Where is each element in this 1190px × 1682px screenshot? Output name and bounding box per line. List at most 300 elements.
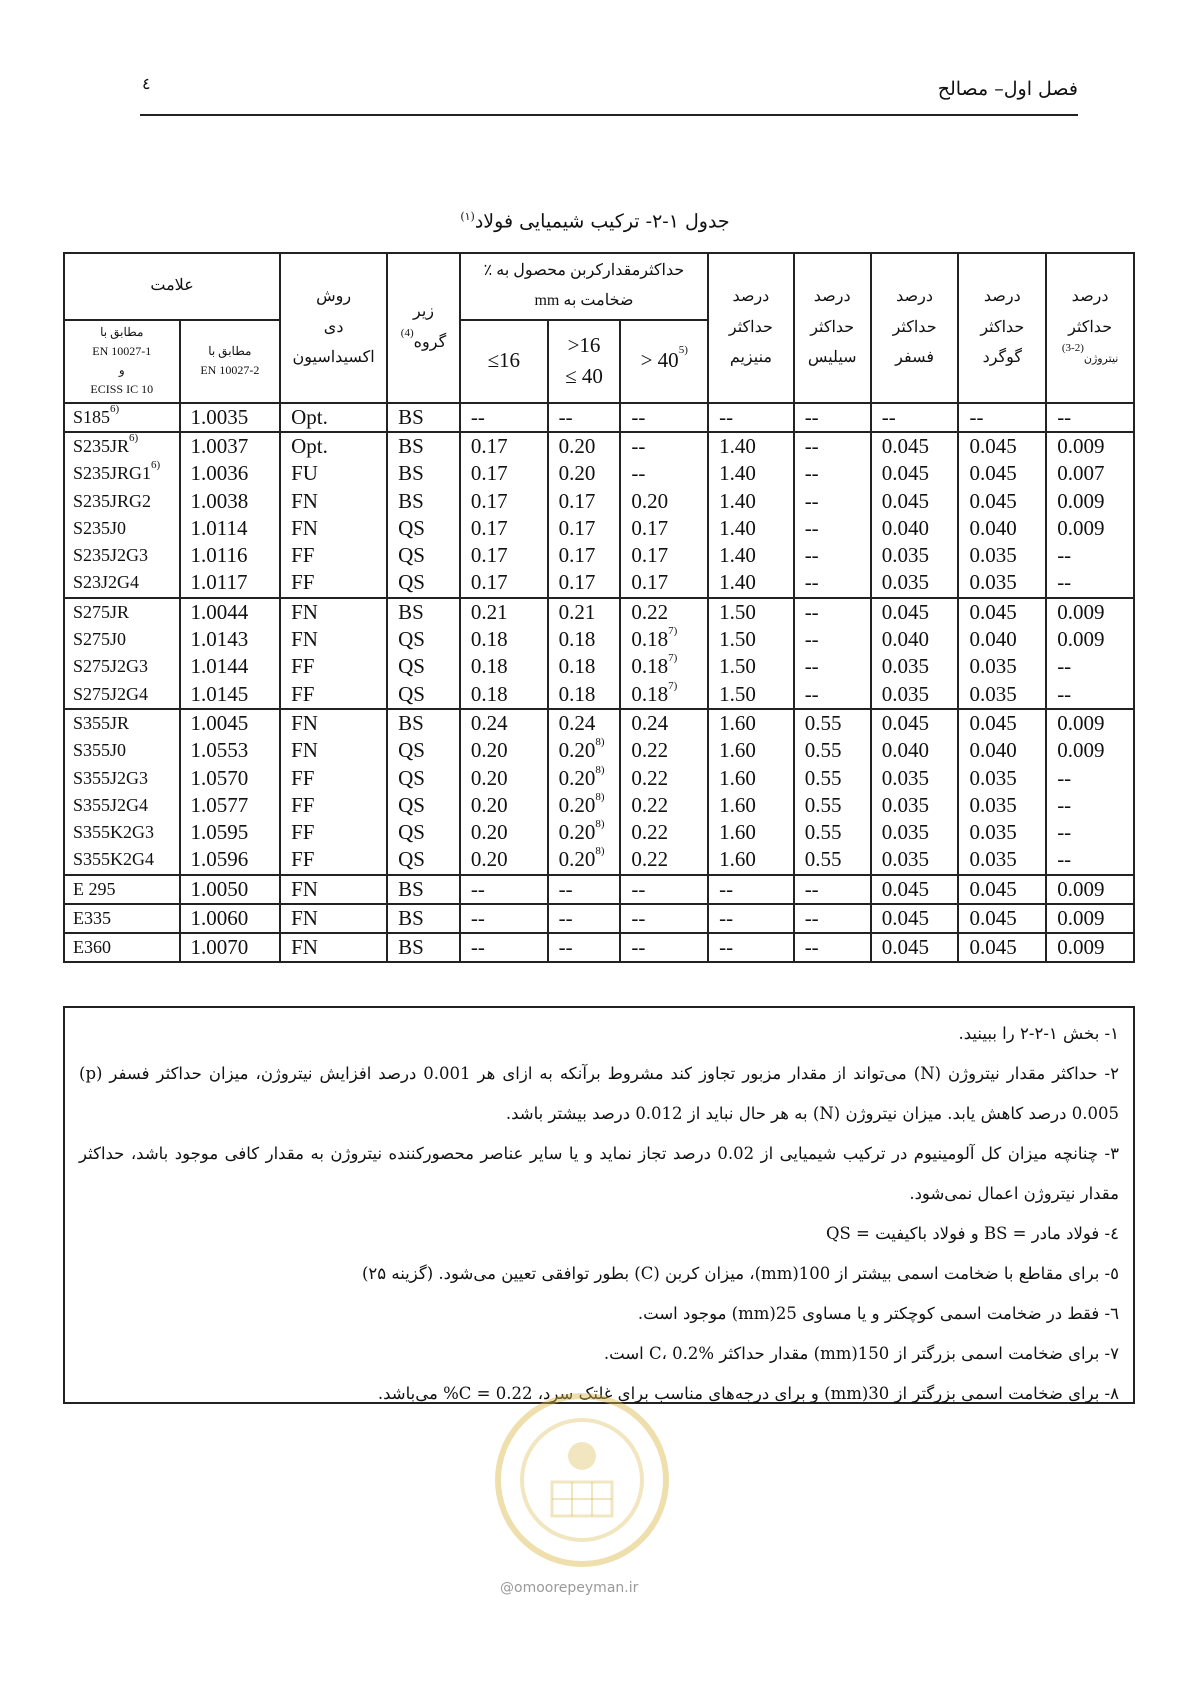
cell-grade: S355K2G4 xyxy=(64,846,180,874)
cell-subgroup: QS xyxy=(387,737,460,764)
cell-subgroup: QS xyxy=(387,515,460,542)
cell-deox: FF xyxy=(280,542,387,569)
cell-deox: FF xyxy=(280,681,387,709)
cell-grade: S235JRG2 xyxy=(64,487,180,514)
cell-deox: FN xyxy=(280,487,387,514)
cell-deox: FF xyxy=(280,819,387,846)
footnote-2: ۲- حداکثر مقدار نیتروژن (N) می‌تواند از مقدار مزبور تجاوز کند مشروط برآنکه به ازای هر 0.001 درصد افزایش نیتروژن، میزان حداکثر فسفر (p) 0.005 درصد کاهش یابد. میزان نیتروژن (N) به هر حال نباید از 0.012 درصد بیشتر باشد. xyxy=(79,1064,1119,1123)
header-en10027-1: مطابق با EN 10027-1 و ECISS IC 10 xyxy=(64,320,180,403)
cell-n: -- xyxy=(1046,846,1134,874)
header-deoxidation: روش دی اکسیداسیون xyxy=(280,253,387,403)
cell-c3: 0.22 xyxy=(620,598,708,626)
cell-si: -- xyxy=(794,681,871,709)
cell-mn: 1.40 xyxy=(708,487,794,514)
cell-mn: 1.60 xyxy=(708,792,794,819)
cell-mn: 1.50 xyxy=(708,653,794,680)
cell-p: 0.045 xyxy=(871,933,959,962)
cell-subgroup: QS xyxy=(387,792,460,819)
table-row xyxy=(64,875,1134,904)
cell-c3: 0.17 xyxy=(620,515,708,542)
table-row xyxy=(64,737,1134,764)
table-row xyxy=(64,933,1134,962)
cell-s: 0.035 xyxy=(958,569,1046,597)
footnote-ref: 8) xyxy=(595,818,605,831)
cell-n: 0.009 xyxy=(1046,904,1134,933)
cell-subgroup: QS xyxy=(387,819,460,846)
header-phosphorus: درصد حداکثر فسفر xyxy=(871,253,959,403)
cell-n: -- xyxy=(1046,403,1134,432)
cell-c3: 0.18$^{7)}$ xyxy=(620,681,708,709)
watermark-url: @omoorepeyman.ir xyxy=(500,1580,639,1596)
table-row xyxy=(64,432,1134,460)
cell-number: 1.0143 xyxy=(180,626,281,653)
cell-n: 0.009 xyxy=(1046,737,1134,764)
cell-p: 0.040 xyxy=(871,737,959,764)
cell-deox: FN xyxy=(280,904,387,933)
cell-mn: 1.60 xyxy=(708,764,794,791)
cell-p: 0.045 xyxy=(871,460,959,487)
cell-n: 0.007 xyxy=(1046,460,1134,487)
footnote-ref: 8) xyxy=(595,737,605,749)
cell-si: -- xyxy=(794,487,871,514)
table-row xyxy=(64,569,1134,597)
cell-si: 0.55 xyxy=(794,819,871,846)
cell-si: -- xyxy=(794,569,871,597)
cell-number: 1.0116 xyxy=(180,542,281,569)
cell-c2: 0.17 xyxy=(548,569,621,597)
cell-subgroup: BS xyxy=(387,403,460,432)
cell-s: 0.045 xyxy=(958,598,1046,626)
cell-c2: 0.24 xyxy=(548,709,621,737)
cell-grade: S275JR xyxy=(64,598,180,626)
footnote-ref: 7) xyxy=(668,680,678,692)
cell-n: -- xyxy=(1046,653,1134,680)
cell-p: 0.045 xyxy=(871,432,959,460)
cell-mn: 1.50 xyxy=(708,598,794,626)
page-number: ٤ xyxy=(142,74,151,93)
cell-s: 0.045 xyxy=(958,432,1046,460)
cell-p: 0.035 xyxy=(871,792,959,819)
cell-grade: S185$^{6)}$ xyxy=(64,403,180,432)
header-designation: علامت xyxy=(64,253,280,320)
cell-p: 0.035 xyxy=(871,764,959,791)
cell-subgroup: BS xyxy=(387,904,460,933)
cell-c1: 0.18 xyxy=(460,626,548,653)
cell-si: 0.55 xyxy=(794,846,871,874)
cell-deox: FN xyxy=(280,598,387,626)
cell-mn: 1.50 xyxy=(708,626,794,653)
table-row xyxy=(64,487,1134,514)
cell-c1: 0.17 xyxy=(460,432,548,460)
cell-mn: 1.40 xyxy=(708,460,794,487)
cell-c1: 0.17 xyxy=(460,460,548,487)
cell-number: 1.0037 xyxy=(180,432,281,460)
cell-deox: FF xyxy=(280,764,387,791)
cell-subgroup: QS xyxy=(387,542,460,569)
cell-si: -- xyxy=(794,598,871,626)
cell-grade: S355J2G3 xyxy=(64,764,180,791)
cell-c3: -- xyxy=(620,875,708,904)
cell-c2: 0.20$^{8)}$ xyxy=(548,792,621,819)
cell-subgroup: QS xyxy=(387,681,460,709)
cell-s: 0.040 xyxy=(958,737,1046,764)
cell-grade: S355J0 xyxy=(64,737,180,764)
table-row xyxy=(64,403,1134,432)
cell-si: 0.55 xyxy=(794,792,871,819)
cell-s: 0.045 xyxy=(958,904,1046,933)
cell-c1: 0.24 xyxy=(460,709,548,737)
cell-deox: FU xyxy=(280,460,387,487)
cell-s: 0.040 xyxy=(958,515,1046,542)
cell-si: -- xyxy=(794,933,871,962)
table-row xyxy=(64,709,1134,737)
cell-s: 0.035 xyxy=(958,764,1046,791)
cell-deox: FF xyxy=(280,846,387,874)
cell-grade: E360 xyxy=(64,933,180,962)
cell-c1: -- xyxy=(460,904,548,933)
cell-mn: 1.60 xyxy=(708,737,794,764)
cell-mn: -- xyxy=(708,403,794,432)
cell-s: 0.035 xyxy=(958,542,1046,569)
cell-number: 1.0044 xyxy=(180,598,281,626)
header-manganese: درصد حداکثر منیزیم xyxy=(708,253,794,403)
cell-si: -- xyxy=(794,432,871,460)
cell-n: 0.009 xyxy=(1046,626,1134,653)
cell-deox: FN xyxy=(280,875,387,904)
footnote-ref: 6) xyxy=(129,431,139,444)
footnote-ref: 8) xyxy=(595,846,605,858)
cell-c1: 0.20 xyxy=(460,846,548,874)
cell-s: 0.045 xyxy=(958,875,1046,904)
cell-p: 0.045 xyxy=(871,904,959,933)
cell-number: 1.0553 xyxy=(180,737,281,764)
header-carbon: حداکثرمقدارکربن محصول به ٪ ضخامت به mm xyxy=(460,253,708,320)
cell-subgroup: BS xyxy=(387,432,460,460)
cell-number: 1.0036 xyxy=(180,460,281,487)
table-row xyxy=(64,819,1134,846)
cell-subgroup: BS xyxy=(387,598,460,626)
cell-subgroup: BS xyxy=(387,875,460,904)
cell-n: 0.009 xyxy=(1046,515,1134,542)
cell-c2: -- xyxy=(548,875,621,904)
table-caption-footnote-ref: (۱) xyxy=(460,210,475,223)
cell-p: 0.045 xyxy=(871,487,959,514)
table-body xyxy=(64,403,1134,963)
cell-n: -- xyxy=(1046,819,1134,846)
table-row xyxy=(64,542,1134,569)
cell-si: -- xyxy=(794,653,871,680)
cell-deox: FN xyxy=(280,709,387,737)
page-header xyxy=(140,70,1078,116)
cell-number: 1.0070 xyxy=(180,933,281,962)
table-caption-text: جدول ۱-۲- ترکیب شیمیایی فولاد xyxy=(474,210,730,233)
cell-deox: FN xyxy=(280,626,387,653)
cell-si: 0.55 xyxy=(794,764,871,791)
cell-mn: 1.60 xyxy=(708,819,794,846)
cell-mn: 1.40 xyxy=(708,432,794,460)
cell-number: 1.0595 xyxy=(180,819,281,846)
cell-grade: E 295 xyxy=(64,875,180,904)
cell-p: 0.035 xyxy=(871,846,959,874)
cell-deox: FN xyxy=(280,515,387,542)
cell-mn: -- xyxy=(708,904,794,933)
cell-grade: S235J2G3 xyxy=(64,542,180,569)
header-en10027-2: مطابق با EN 10027-2 xyxy=(180,320,281,403)
cell-si: -- xyxy=(794,542,871,569)
cell-s: 0.035 xyxy=(958,792,1046,819)
cell-c1: 0.17 xyxy=(460,515,548,542)
cell-mn: -- xyxy=(708,933,794,962)
cell-c3: 0.17 xyxy=(620,569,708,597)
cell-n: 0.009 xyxy=(1046,598,1134,626)
footnote-5: ٥- برای مقاطع با ضخامت اسمی بیشتر از 100(mm)، میزان کربن (C) بطور توافقی تعیین می‌شود. (گزینه ۲۵) xyxy=(361,1264,1119,1283)
cell-c1: 0.17 xyxy=(460,542,548,569)
cell-subgroup: QS xyxy=(387,569,460,597)
header-thickness-1: ≤16 xyxy=(460,320,548,403)
cell-n: -- xyxy=(1046,542,1134,569)
cell-c2: 0.18 xyxy=(548,626,621,653)
header-nitrogen: درصد حداکثر نیتروژن$^{(2-3)}$ xyxy=(1046,253,1134,403)
cell-p: 0.040 xyxy=(871,626,959,653)
cell-c3: -- xyxy=(620,460,708,487)
cell-deox: FN xyxy=(280,737,387,764)
cell-c3: 0.22 xyxy=(620,764,708,791)
cell-c2: -- xyxy=(548,403,621,432)
cell-c1: 0.21 xyxy=(460,598,548,626)
cell-c2: 0.17 xyxy=(548,515,621,542)
cell-grade: S23J2G4 xyxy=(64,569,180,597)
cell-c1: 0.17 xyxy=(460,487,548,514)
cell-number: 1.0050 xyxy=(180,875,281,904)
cell-si: -- xyxy=(794,460,871,487)
cell-p: 0.035 xyxy=(871,681,959,709)
cell-grade: S355J2G4 xyxy=(64,792,180,819)
cell-c2: -- xyxy=(548,933,621,962)
cell-si: 0.55 xyxy=(794,709,871,737)
cell-c2: 0.18 xyxy=(548,653,621,680)
cell-p: -- xyxy=(871,403,959,432)
footnote-8: ۸- برای ضخامت اسمی بزرگتر از 30(mm) و برای درجه‌های مناسب برای غلتک سرد، 0.22 = C% می‌باشد. xyxy=(377,1384,1119,1403)
cell-c3: -- xyxy=(620,432,708,460)
cell-number: 1.0570 xyxy=(180,764,281,791)
cell-deox: Opt. xyxy=(280,432,387,460)
cell-mn: 1.50 xyxy=(708,681,794,709)
cell-deox: FF xyxy=(280,569,387,597)
cell-deox: FF xyxy=(280,653,387,680)
cell-s: 0.045 xyxy=(958,933,1046,962)
cell-number: 1.0038 xyxy=(180,487,281,514)
header-subgroup: زیر گروه$^{(4)}$ xyxy=(387,253,460,403)
cell-number: 1.0577 xyxy=(180,792,281,819)
cell-s: -- xyxy=(958,403,1046,432)
cell-subgroup: BS xyxy=(387,933,460,962)
cell-si: 0.55 xyxy=(794,737,871,764)
watermark-seal-icon xyxy=(492,1390,672,1570)
cell-subgroup: QS xyxy=(387,846,460,874)
cell-si: -- xyxy=(794,904,871,933)
cell-c2: 0.21 xyxy=(548,598,621,626)
cell-subgroup: BS xyxy=(387,487,460,514)
cell-c1: 0.20 xyxy=(460,764,548,791)
cell-c2: 0.20 xyxy=(548,432,621,460)
cell-grade: S355K2G3 xyxy=(64,819,180,846)
cell-c3: -- xyxy=(620,933,708,962)
footnote-1: ۱- بخش ۱-۲-۲ را ببینید. xyxy=(958,1024,1119,1043)
cell-grade: S275J2G3 xyxy=(64,653,180,680)
cell-number: 1.0114 xyxy=(180,515,281,542)
cell-grade: S275J2G4 xyxy=(64,681,180,709)
cell-deox: FF xyxy=(280,792,387,819)
cell-c3: -- xyxy=(620,403,708,432)
cell-c1: 0.17 xyxy=(460,569,548,597)
cell-c3: -- xyxy=(620,904,708,933)
table-row xyxy=(64,653,1134,680)
cell-mn: 1.40 xyxy=(708,542,794,569)
cell-n: -- xyxy=(1046,569,1134,597)
cell-n: 0.009 xyxy=(1046,709,1134,737)
cell-n: 0.009 xyxy=(1046,432,1134,460)
header-sulfur: درصد حداکثر گوگرد xyxy=(958,253,1046,403)
cell-c2: 0.17 xyxy=(548,487,621,514)
cell-grade: S235J0 xyxy=(64,515,180,542)
cell-subgroup: QS xyxy=(387,764,460,791)
cell-s: 0.045 xyxy=(958,487,1046,514)
table-row xyxy=(64,598,1134,626)
cell-n: 0.009 xyxy=(1046,487,1134,514)
cell-si: -- xyxy=(794,626,871,653)
cell-mn: 1.40 xyxy=(708,515,794,542)
cell-deox: FN xyxy=(280,933,387,962)
cell-number: 1.0145 xyxy=(180,681,281,709)
chapter-title: فصل اول– مصالح xyxy=(937,78,1078,100)
table-row xyxy=(64,904,1134,933)
cell-c1: -- xyxy=(460,933,548,962)
cell-s: 0.045 xyxy=(958,709,1046,737)
steel-composition-table xyxy=(63,252,1135,963)
table-row xyxy=(64,626,1134,653)
cell-c3: 0.22 xyxy=(620,819,708,846)
cell-grade: S275J0 xyxy=(64,626,180,653)
cell-c2: 0.20$^{8)}$ xyxy=(548,819,621,846)
footnotes-box xyxy=(63,1006,1135,1404)
cell-c1: 0.20 xyxy=(460,737,548,764)
cell-n: 0.009 xyxy=(1046,933,1134,962)
cell-number: 1.0035 xyxy=(180,403,281,432)
cell-grade: S235JR$^{6)}$ xyxy=(64,432,180,460)
cell-c3: 0.24 xyxy=(620,709,708,737)
cell-mn: 1.60 xyxy=(708,709,794,737)
footnote-ref: 7) xyxy=(668,625,678,638)
cell-c1: 0.18 xyxy=(460,681,548,709)
footnote-4: ٤- فولاد مادر = BS و فولاد باکیفیت = QS xyxy=(825,1224,1119,1243)
cell-subgroup: QS xyxy=(387,626,460,653)
cell-p: 0.040 xyxy=(871,515,959,542)
cell-c1: -- xyxy=(460,875,548,904)
cell-c3: 0.18$^{7)}$ xyxy=(620,653,708,680)
cell-c2: 0.20$^{8)}$ xyxy=(548,764,621,791)
cell-number: 1.0596 xyxy=(180,846,281,874)
cell-c2: 0.20 xyxy=(548,460,621,487)
footnote-7: ۷- برای ضخامت اسمی بزرگتر از 150(mm) مقدار حداکثر C، 0.2% است. xyxy=(603,1344,1119,1363)
footnote-6: ٦- فقط در ضخامت اسمی کوچکتر و یا مساوی 25(mm) موجود است. xyxy=(637,1304,1119,1323)
cell-si: -- xyxy=(794,403,871,432)
cell-n: -- xyxy=(1046,681,1134,709)
table-row xyxy=(64,460,1134,487)
cell-c3: 0.18$^{7)}$ xyxy=(620,626,708,653)
header-silicon: درصد حداکثر سیلیس xyxy=(794,253,871,403)
cell-c3: 0.20 xyxy=(620,487,708,514)
cell-c2: 0.18 xyxy=(548,681,621,709)
cell-p: 0.045 xyxy=(871,598,959,626)
cell-si: -- xyxy=(794,515,871,542)
cell-c2: 0.20$^{8)}$ xyxy=(548,737,621,764)
cell-s: 0.035 xyxy=(958,819,1046,846)
cell-mn: 1.60 xyxy=(708,846,794,874)
cell-p: 0.035 xyxy=(871,819,959,846)
footnote-ref: 8) xyxy=(595,791,605,803)
cell-grade: S355JR xyxy=(64,709,180,737)
cell-s: 0.045 xyxy=(958,460,1046,487)
footnote-ref: 7) xyxy=(668,653,678,665)
cell-mn: 1.40 xyxy=(708,569,794,597)
cell-c2: 0.17 xyxy=(548,542,621,569)
table-caption xyxy=(0,210,1190,232)
cell-n: -- xyxy=(1046,792,1134,819)
cell-mn: -- xyxy=(708,875,794,904)
cell-s: 0.035 xyxy=(958,653,1046,680)
footnote-ref: 6) xyxy=(110,402,120,415)
cell-c1: -- xyxy=(460,403,548,432)
cell-number: 1.0045 xyxy=(180,709,281,737)
cell-c1: 0.18 xyxy=(460,653,548,680)
cell-subgroup: BS xyxy=(387,709,460,737)
cell-n: 0.009 xyxy=(1046,875,1134,904)
cell-c2: -- xyxy=(548,904,621,933)
cell-number: 1.0060 xyxy=(180,904,281,933)
footnote-ref: 8) xyxy=(595,764,605,776)
cell-c3: 0.22 xyxy=(620,737,708,764)
cell-c3: 0.22 xyxy=(620,846,708,874)
footnote-3: ۳- چنانچه میزان کل آلومینیوم در ترکیب شیمیایی از 0.02 درصد تجاز نماید و یا سایر عناصر محصورکننده نیتروژن به مقدار کافی موجود باشد، حداکثر مقدار نیتروژن اعمال نمی‌شود. xyxy=(79,1144,1120,1203)
cell-c3: 0.22 xyxy=(620,792,708,819)
cell-c2: 0.20$^{8)}$ xyxy=(548,846,621,874)
table-row xyxy=(64,764,1134,791)
footnote-ref: 6) xyxy=(151,460,161,472)
cell-p: 0.035 xyxy=(871,542,959,569)
table-row xyxy=(64,515,1134,542)
header-thickness-3: > $40^{5)}$ xyxy=(620,320,708,403)
cell-number: 1.0144 xyxy=(180,653,281,680)
cell-c1: 0.20 xyxy=(460,792,548,819)
cell-p: 0.035 xyxy=(871,569,959,597)
cell-grade: E335 xyxy=(64,904,180,933)
cell-grade: S235JRG1$^{6)}$ xyxy=(64,460,180,487)
cell-subgroup: QS xyxy=(387,653,460,680)
cell-number: 1.0117 xyxy=(180,569,281,597)
cell-s: 0.035 xyxy=(958,846,1046,874)
cell-deox: Opt. xyxy=(280,403,387,432)
cell-p: 0.035 xyxy=(871,653,959,680)
cell-subgroup: BS xyxy=(387,460,460,487)
table-row xyxy=(64,846,1134,874)
cell-p: 0.045 xyxy=(871,709,959,737)
cell-n: -- xyxy=(1046,764,1134,791)
cell-s: 0.040 xyxy=(958,626,1046,653)
cell-p: 0.045 xyxy=(871,875,959,904)
cell-si: -- xyxy=(794,875,871,904)
cell-c1: 0.20 xyxy=(460,819,548,846)
cell-c3: 0.17 xyxy=(620,542,708,569)
